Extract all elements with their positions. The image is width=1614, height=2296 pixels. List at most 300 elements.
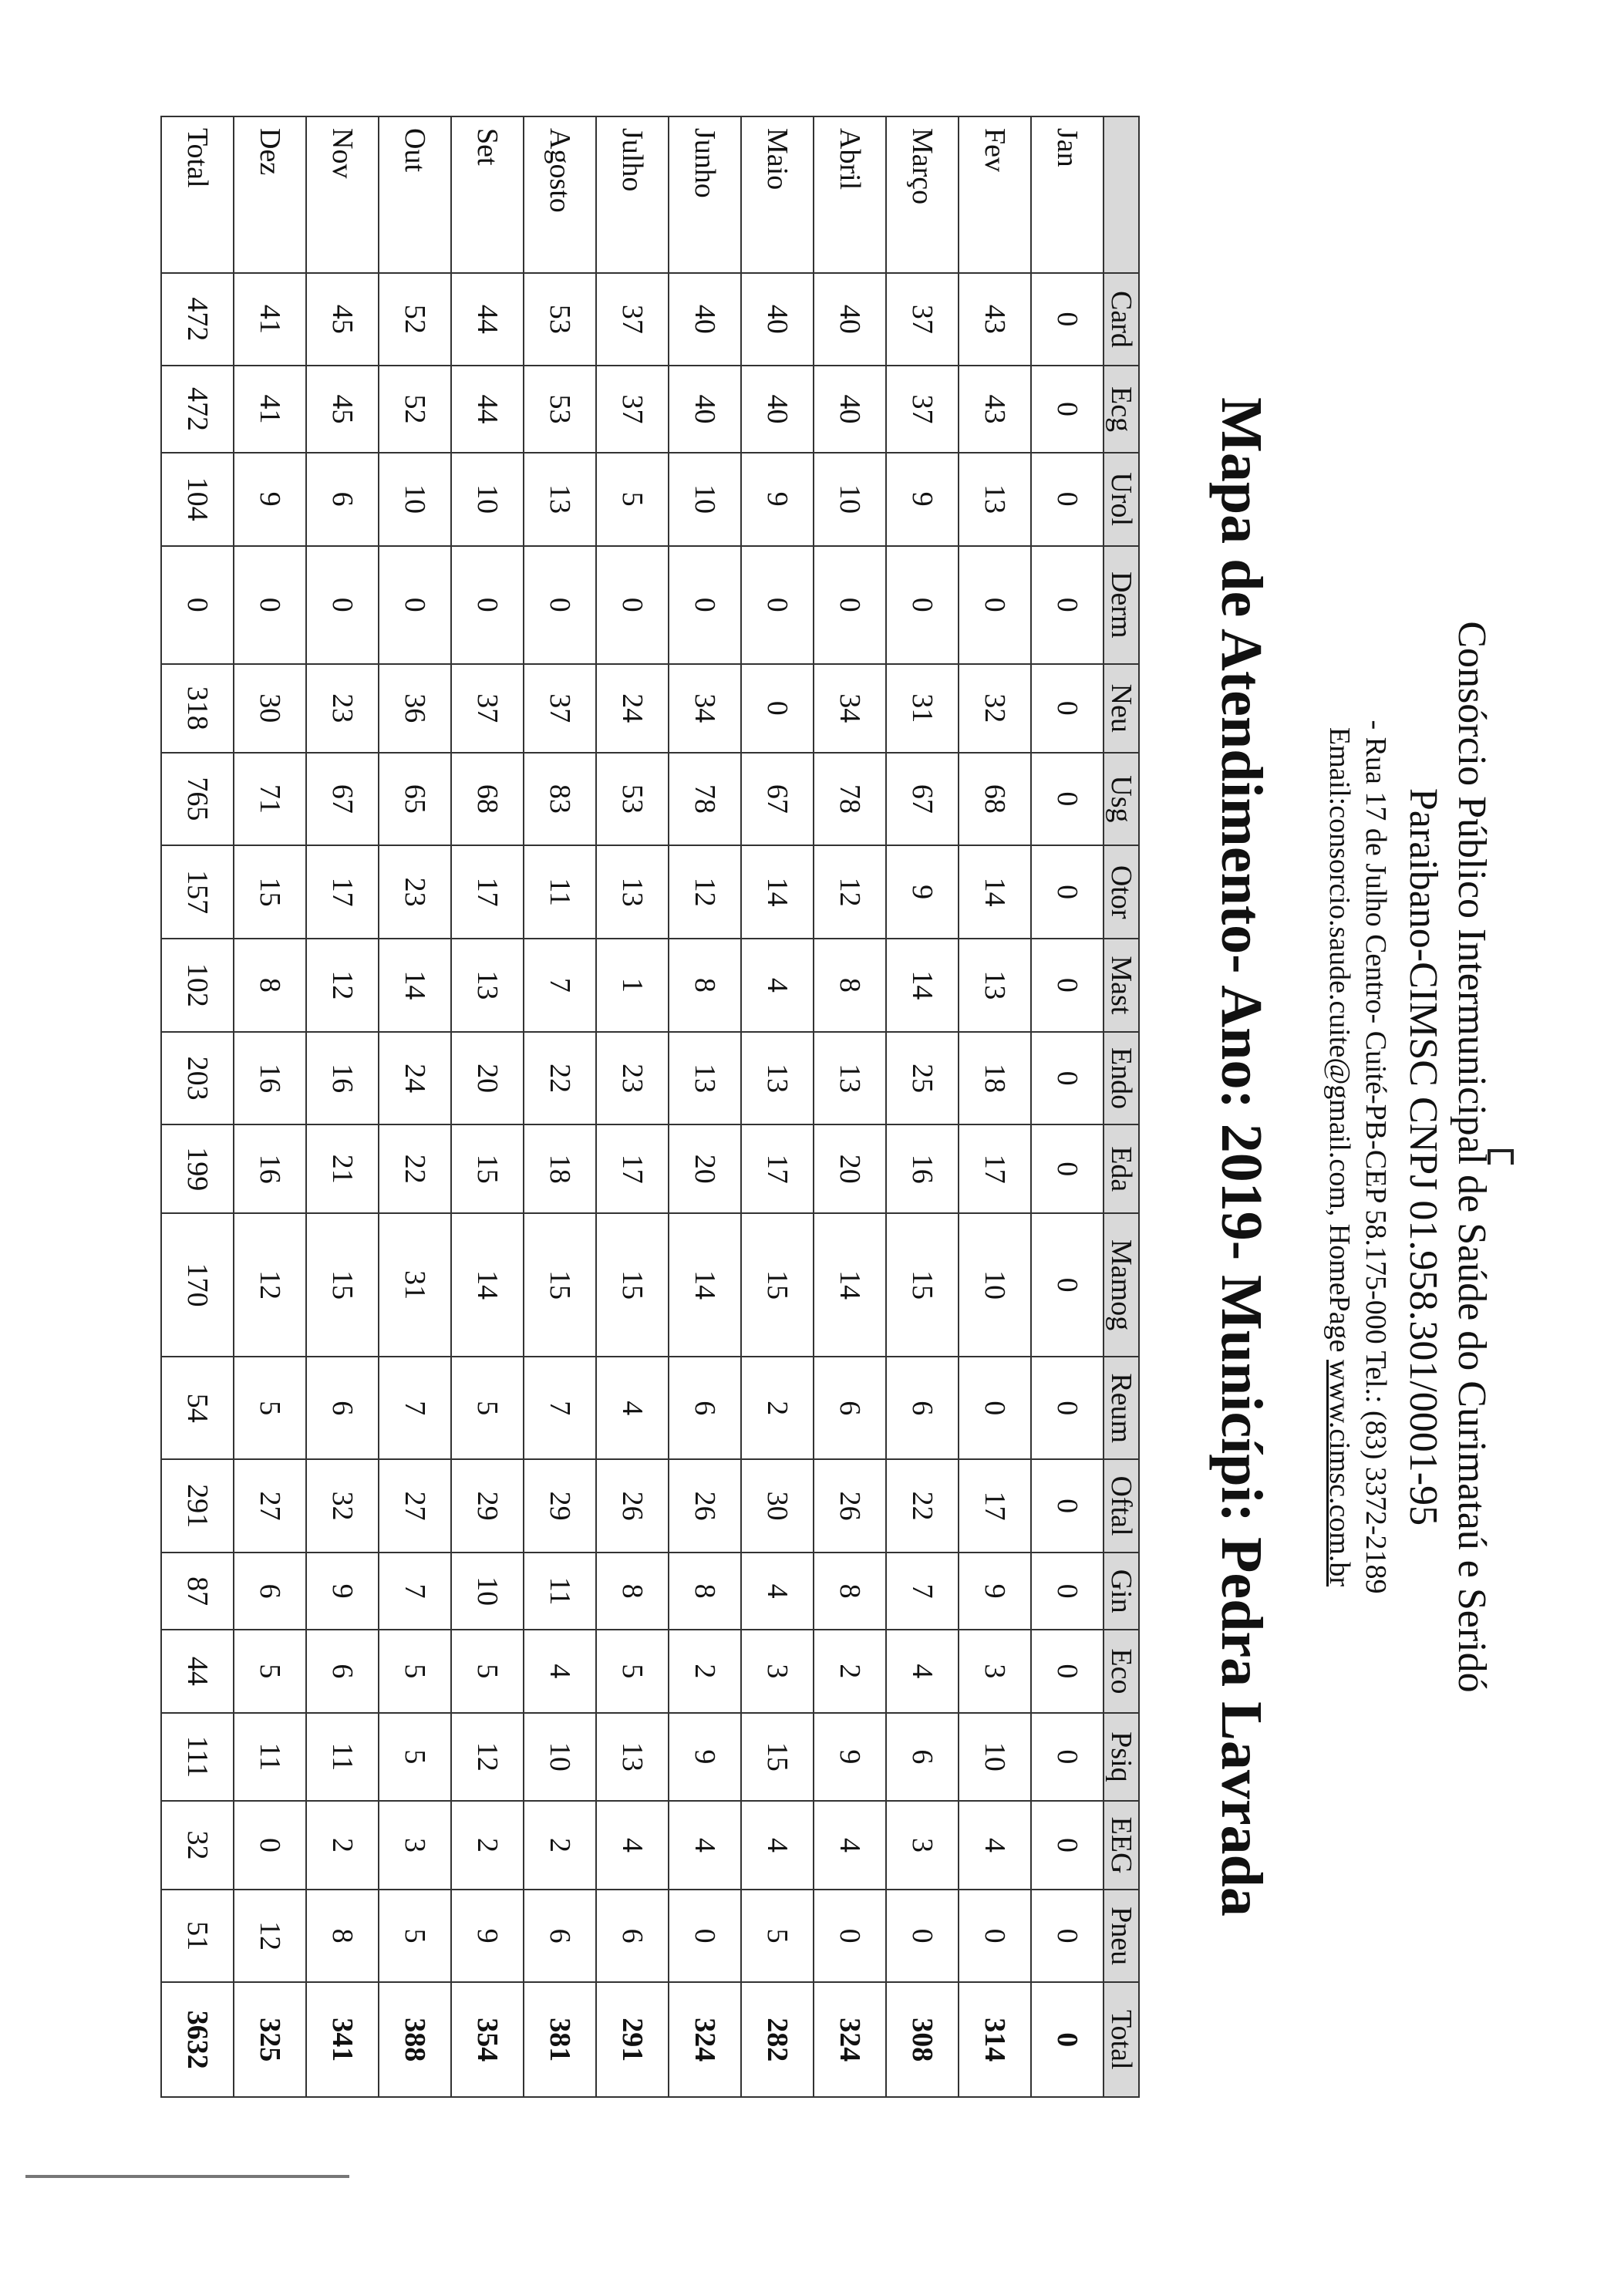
- table-cell: 6: [234, 1553, 306, 1630]
- table-cell: 14: [669, 1213, 741, 1357]
- table-cell: 0: [1031, 1357, 1104, 1459]
- table-cell: 0: [1031, 1713, 1104, 1802]
- table-cell: 5: [234, 1357, 306, 1459]
- column-header: Eda: [1104, 1124, 1139, 1213]
- table-cell: 7: [524, 1357, 596, 1459]
- table-cell: 2: [306, 1801, 379, 1890]
- table-cell: 0: [234, 546, 306, 664]
- table-cell: 31: [886, 664, 959, 753]
- table-cell: 71: [234, 753, 306, 846]
- table-cell: 12: [234, 1213, 306, 1357]
- row-label: Fev: [959, 116, 1031, 273]
- table-cell: 5: [234, 1630, 306, 1712]
- table-cell: 16: [234, 1032, 306, 1125]
- table-cell: 0: [1031, 1630, 1104, 1712]
- table-cell: 37: [886, 273, 959, 366]
- table-cell: 5: [451, 1630, 524, 1712]
- table-cell: 11: [524, 1553, 596, 1630]
- table-cell: 3: [379, 1801, 451, 1890]
- table-cell: 102: [161, 939, 234, 1032]
- table-cell: 4: [814, 1801, 886, 1890]
- table-cell: 15: [306, 1213, 379, 1357]
- table-cell: 8: [596, 1553, 669, 1630]
- table-cell: 0: [1031, 753, 1104, 846]
- table-cell: 34: [669, 664, 741, 753]
- table-cell: 40: [741, 273, 814, 366]
- table-cell: 0: [1031, 664, 1104, 753]
- table-cell: 9: [306, 1553, 379, 1630]
- table-cell: 3: [741, 1630, 814, 1712]
- org-name-line2: Paraibano-CIMSC CNPJ 01.958.301/0001-95: [1401, 787, 1445, 1526]
- row-total-cell: 308: [886, 1982, 959, 2097]
- table-cell: 30: [234, 664, 306, 753]
- table-cell: 11: [524, 845, 596, 939]
- table-cell: 10: [814, 453, 886, 546]
- column-header: EEG: [1104, 1801, 1139, 1890]
- table-cell: 14: [741, 845, 814, 939]
- table-cell: 0: [1031, 546, 1104, 664]
- table-cell: 0: [669, 1890, 741, 1983]
- table-cell: 5: [741, 1890, 814, 1983]
- row-label: Dez: [234, 116, 306, 273]
- table-header-row: [1104, 116, 1139, 2097]
- table-cell: 13: [814, 1032, 886, 1125]
- table-cell: 65: [379, 753, 451, 846]
- table-cell: 0: [596, 546, 669, 664]
- table-cell: 11: [306, 1713, 379, 1802]
- table-cell: 12: [306, 939, 379, 1032]
- table-cell: 0: [1031, 1032, 1104, 1125]
- table-cell: 10: [669, 453, 741, 546]
- table-cell: 30: [741, 1459, 814, 1553]
- table-cell: 24: [379, 1032, 451, 1125]
- table-row: [379, 116, 451, 2097]
- table-cell: 17: [596, 1124, 669, 1213]
- row-label: Junho: [669, 116, 741, 273]
- table-cell: 5: [379, 1713, 451, 1802]
- table-cell: 6: [306, 1630, 379, 1712]
- table-cell: 14: [959, 845, 1031, 939]
- row-total-cell: 314: [959, 1982, 1031, 2097]
- table-row: [161, 116, 234, 2097]
- table-cell: 44: [451, 366, 524, 453]
- table-cell: 37: [596, 273, 669, 366]
- column-header: Psiq: [1104, 1713, 1139, 1802]
- table-cell: 37: [596, 366, 669, 453]
- org-email: Email:consorcio.saude.cuite@gmail.com, HomePage: [1323, 727, 1356, 1360]
- table-cell: 5: [596, 453, 669, 546]
- table-cell: 472: [161, 366, 234, 453]
- table-cell: 40: [741, 366, 814, 453]
- table-cell: 29: [451, 1459, 524, 1553]
- table-cell: 17: [959, 1124, 1031, 1213]
- table-row: [306, 116, 379, 2097]
- table-cell: 78: [669, 753, 741, 846]
- table-cell: 12: [234, 1890, 306, 1983]
- table-cell: 2: [451, 1801, 524, 1890]
- table-cell: 0: [959, 546, 1031, 664]
- table-cell: 3: [959, 1630, 1031, 1712]
- table-cell: 53: [596, 753, 669, 846]
- table-cell: 13: [959, 453, 1031, 546]
- table-cell: 8: [306, 1890, 379, 1983]
- table-cell: 17: [741, 1124, 814, 1213]
- column-header: Derm: [1104, 546, 1139, 664]
- table-cell: 6: [814, 1357, 886, 1459]
- table-cell: 22: [524, 1032, 596, 1125]
- table-cell: 10: [451, 453, 524, 546]
- table-cell: 9: [234, 453, 306, 546]
- table-cell: 41: [234, 366, 306, 453]
- table-cell: 15: [234, 845, 306, 939]
- table-cell: 26: [814, 1459, 886, 1553]
- table-cell: 31: [379, 1213, 451, 1357]
- table-cell: 13: [451, 939, 524, 1032]
- table-cell: 20: [669, 1124, 741, 1213]
- table-cell: 0: [1031, 1124, 1104, 1213]
- column-header: Urol: [1104, 453, 1139, 546]
- table-cell: 26: [669, 1459, 741, 1553]
- column-header: Reum: [1104, 1357, 1139, 1459]
- table-cell: 318: [161, 664, 234, 753]
- table-cell: 14: [451, 1213, 524, 1357]
- table-cell: 14: [814, 1213, 886, 1357]
- table-cell: 10: [959, 1213, 1031, 1357]
- column-header: Mast: [1104, 939, 1139, 1032]
- table-cell: 0: [814, 1890, 886, 1983]
- row-label: Maio: [741, 116, 814, 273]
- table-cell: 6: [596, 1890, 669, 1983]
- table-row: [1031, 116, 1104, 2097]
- column-header: Total: [1104, 1982, 1139, 2097]
- row-total-cell: 341: [306, 1982, 379, 2097]
- table-cell: 15: [451, 1124, 524, 1213]
- table-cell: 15: [886, 1213, 959, 1357]
- column-header: Card: [1104, 273, 1139, 366]
- table-cell: 8: [669, 1553, 741, 1630]
- attendance-table: [160, 116, 1140, 2098]
- table-cell: 15: [741, 1213, 814, 1357]
- table-cell: 7: [379, 1553, 451, 1630]
- table-cell: 53: [524, 273, 596, 366]
- table-cell: 26: [596, 1459, 669, 1553]
- table-cell: 0: [741, 664, 814, 753]
- table-cell: 20: [814, 1124, 886, 1213]
- table-cell: 16: [306, 1032, 379, 1125]
- table-cell: 157: [161, 845, 234, 939]
- table-cell: 37: [451, 664, 524, 753]
- column-header: Eco: [1104, 1630, 1139, 1712]
- table-cell: 23: [306, 664, 379, 753]
- table-cell: 23: [596, 1032, 669, 1125]
- table-cell: 0: [1031, 1213, 1104, 1357]
- table-cell: 8: [669, 939, 741, 1032]
- table-cell: 0: [741, 546, 814, 664]
- table-cell: 13: [596, 845, 669, 939]
- row-total-cell: 354: [451, 1982, 524, 2097]
- table-cell: 2: [814, 1630, 886, 1712]
- table-cell: 4: [741, 939, 814, 1032]
- org-contact: [1322, 193, 1357, 2121]
- column-header: Gin: [1104, 1553, 1139, 1630]
- row-label: Nov: [306, 116, 379, 273]
- table-cell: 9: [886, 845, 959, 939]
- table-cell: 0: [1031, 1553, 1104, 1630]
- table-cell: 67: [306, 753, 379, 846]
- table-cell: 21: [306, 1124, 379, 1213]
- row-label: Abril: [814, 116, 886, 273]
- table-cell: 44: [451, 273, 524, 366]
- table-cell: 68: [959, 753, 1031, 846]
- table-cell: 4: [524, 1630, 596, 1712]
- table-cell: 78: [814, 753, 886, 846]
- table-cell: 0: [1031, 939, 1104, 1032]
- table-cell: 5: [379, 1630, 451, 1712]
- table-cell: 18: [959, 1032, 1031, 1125]
- table-cell: 8: [814, 939, 886, 1032]
- table-cell: 7: [524, 939, 596, 1032]
- table-cell: 12: [814, 845, 886, 939]
- table-cell: 765: [161, 753, 234, 846]
- row-label: Agosto: [524, 116, 596, 273]
- table-cell: 0: [306, 546, 379, 664]
- table-cell: 0: [451, 546, 524, 664]
- table-cell: 0: [886, 1890, 959, 1983]
- table-cell: 8: [234, 939, 306, 1032]
- table-cell: 6: [306, 453, 379, 546]
- table-row: [886, 116, 959, 2097]
- table-cell: 0: [524, 546, 596, 664]
- table-cell: 45: [306, 366, 379, 453]
- row-label: Total: [161, 116, 234, 273]
- table-cell: 20: [451, 1032, 524, 1125]
- table-cell: 36: [379, 664, 451, 753]
- table-cell: 4: [741, 1801, 814, 1890]
- column-header: Endo: [1104, 1032, 1139, 1125]
- table-cell: 54: [161, 1357, 234, 1459]
- column-header: Pneu: [1104, 1890, 1139, 1983]
- table-cell: 0: [886, 546, 959, 664]
- table-cell: 0: [161, 546, 234, 664]
- table-cell: 472: [161, 273, 234, 366]
- table-cell: 13: [741, 1032, 814, 1125]
- row-total-cell: 381: [524, 1982, 596, 2097]
- table-cell: 12: [451, 1713, 524, 1802]
- table-cell: 24: [596, 664, 669, 753]
- table-cell: 13: [959, 939, 1031, 1032]
- row-label: Julho: [596, 116, 669, 273]
- table-cell: 52: [379, 273, 451, 366]
- table-cell: 6: [886, 1357, 959, 1459]
- table-cell: 4: [886, 1630, 959, 1712]
- table-row: [741, 116, 814, 2097]
- table-cell: 40: [669, 366, 741, 453]
- table-cell: 1: [596, 939, 669, 1032]
- table-cell: 45: [306, 273, 379, 366]
- column-header: Otor: [1104, 845, 1139, 939]
- table-cell: 16: [886, 1124, 959, 1213]
- table-cell: 34: [814, 664, 886, 753]
- homepage-link[interactable]: www.cimsc.com.br: [1323, 1360, 1356, 1587]
- table-cell: 29: [524, 1459, 596, 1553]
- table-cell: 22: [379, 1124, 451, 1213]
- table-cell: 13: [524, 453, 596, 546]
- row-total-cell: 324: [669, 1982, 741, 2097]
- table-row: [959, 116, 1031, 2097]
- table-row: [234, 116, 306, 2097]
- table-cell: 14: [379, 939, 451, 1032]
- table-cell: 51: [161, 1890, 234, 1983]
- column-header: Usg: [1104, 753, 1139, 846]
- row-total-cell: 388: [379, 1982, 451, 2097]
- table-cell: 0: [1031, 845, 1104, 939]
- table-cell: 10: [451, 1553, 524, 1630]
- table-cell: 15: [741, 1713, 814, 1802]
- table-cell: 0: [669, 546, 741, 664]
- table-cell: 6: [524, 1890, 596, 1983]
- table-cell: 44: [161, 1630, 234, 1712]
- table-cell: 0: [1031, 453, 1104, 546]
- table-row: [596, 116, 669, 2097]
- table-cell: 9: [959, 1553, 1031, 1630]
- row-total-cell: 282: [741, 1982, 814, 2097]
- table-cell: 13: [596, 1713, 669, 1802]
- table-cell: 2: [741, 1357, 814, 1459]
- row-label: Set: [451, 116, 524, 273]
- table-cell: 170: [161, 1213, 234, 1357]
- table-cell: 111: [161, 1713, 234, 1802]
- table-cell: 41: [234, 273, 306, 366]
- table-cell: 67: [741, 753, 814, 846]
- table-cell: 0: [234, 1801, 306, 1890]
- table-cell: 0: [814, 546, 886, 664]
- table-cell: 104: [161, 453, 234, 546]
- table-cell: 87: [161, 1553, 234, 1630]
- table-cell: 291: [161, 1459, 234, 1553]
- document-title: Mapa de Atendimento- Ano: 2019- Municípi: Pedra Lavrada: [1209, 397, 1274, 1917]
- row-total-cell: 324: [814, 1982, 886, 2097]
- table-cell: 16: [234, 1124, 306, 1213]
- table-cell: 22: [886, 1459, 959, 1553]
- table-cell: 4: [596, 1801, 669, 1890]
- column-header: Oftal: [1104, 1459, 1139, 1553]
- table-cell: 23: [379, 845, 451, 939]
- table-cell: 52: [379, 366, 451, 453]
- table-cell: 27: [379, 1459, 451, 1553]
- table-cell: 199: [161, 1124, 234, 1213]
- table-cell: 6: [886, 1713, 959, 1802]
- table-cell: 14: [886, 939, 959, 1032]
- table-cell: 7: [886, 1553, 959, 1630]
- table-cell: 32: [306, 1459, 379, 1553]
- table-cell: 67: [886, 753, 959, 846]
- table-cell: 3: [886, 1801, 959, 1890]
- table-cell: 0: [959, 1890, 1031, 1983]
- table-row: [451, 116, 524, 2097]
- table-cell: 43: [959, 273, 1031, 366]
- table-cell: 9: [669, 1713, 741, 1802]
- table-cell: 40: [814, 273, 886, 366]
- table-cell: 0: [1031, 1459, 1104, 1553]
- table-cell: 8: [814, 1553, 886, 1630]
- table-cell: 32: [959, 664, 1031, 753]
- table-cell: 17: [451, 845, 524, 939]
- table-cell: 6: [669, 1357, 741, 1459]
- table-row: [669, 116, 741, 2097]
- row-total-cell: 325: [234, 1982, 306, 2097]
- table-cell: 2: [524, 1801, 596, 1890]
- table-cell: 25: [886, 1032, 959, 1125]
- table-cell: 53: [524, 366, 596, 453]
- table-cell: 17: [959, 1459, 1031, 1553]
- table-cell: 27: [234, 1459, 306, 1553]
- table-cell: 5: [379, 1890, 451, 1983]
- table-cell: 37: [886, 366, 959, 453]
- table-cell: 5: [596, 1630, 669, 1712]
- table-cell: 40: [669, 273, 741, 366]
- table-row: [814, 116, 886, 2097]
- table-cell: 0: [959, 1357, 1031, 1459]
- org-address: - Rua 17 de Julho Centro- Cuité-PB-CEP 58.175-000 Tel.: (83) 3372-2189: [1360, 720, 1392, 1594]
- table-cell: 9: [741, 453, 814, 546]
- row-label: Março: [886, 116, 959, 273]
- row-total-cell: 3632: [161, 1982, 234, 2097]
- table-cell: 68: [451, 753, 524, 846]
- table-cell: 4: [959, 1801, 1031, 1890]
- table-cell: 0: [1031, 1890, 1104, 1983]
- table-cell: 10: [524, 1713, 596, 1802]
- table-cell: 11: [234, 1713, 306, 1802]
- table-cell: 9: [814, 1713, 886, 1802]
- column-header: Ecg: [1104, 366, 1139, 453]
- table-cell: 0: [1031, 273, 1104, 366]
- table-cell: 5: [451, 1357, 524, 1459]
- table-cell: 37: [524, 664, 596, 753]
- table-cell: 12: [669, 845, 741, 939]
- table-cell: 13: [669, 1032, 741, 1125]
- row-total-cell: 291: [596, 1982, 669, 2097]
- table-cell: 15: [524, 1213, 596, 1357]
- bottom-rule: [25, 2175, 349, 2178]
- table-cell: 32: [161, 1801, 234, 1890]
- table-cell: 43: [959, 366, 1031, 453]
- table-row: [524, 116, 596, 2097]
- row-label: Out: [379, 116, 451, 273]
- table-cell: 203: [161, 1032, 234, 1125]
- org-name-line1: Consórcio Público Intermunicipal de Saúde do Curimataú e Seridó: [1450, 621, 1494, 1693]
- table-cell: 7: [379, 1357, 451, 1459]
- table-body: [161, 116, 1104, 2097]
- row-total-cell: 0: [1031, 1982, 1104, 2097]
- table-cell: 15: [596, 1213, 669, 1357]
- table-cell: 6: [306, 1357, 379, 1459]
- table-cell: 0: [1031, 366, 1104, 453]
- table-cell: 4: [669, 1801, 741, 1890]
- table-cell: 83: [524, 753, 596, 846]
- table-cell: 2: [669, 1630, 741, 1712]
- table-cell: 9: [451, 1890, 524, 1983]
- column-header: Mamog: [1104, 1213, 1139, 1357]
- table-cell: 10: [379, 453, 451, 546]
- table-cell: 4: [741, 1553, 814, 1630]
- table-cell: 40: [814, 366, 886, 453]
- table-cell: 0: [379, 546, 451, 664]
- row-label: Jan: [1031, 116, 1104, 273]
- table-cell: 17: [306, 845, 379, 939]
- table-cell: 18: [524, 1124, 596, 1213]
- table-cell: 10: [959, 1713, 1031, 1802]
- table-cell: 4: [596, 1357, 669, 1459]
